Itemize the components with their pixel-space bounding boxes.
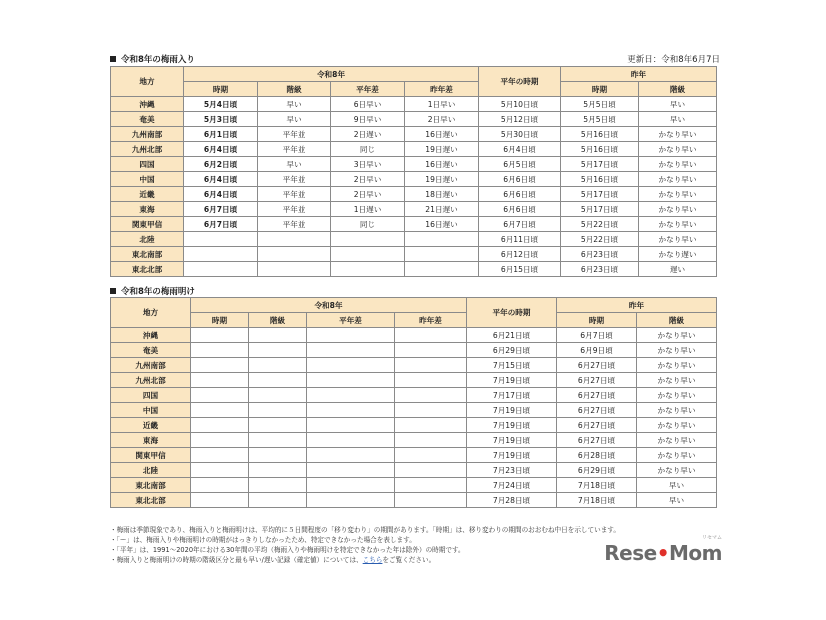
table-cell: かなり早い [639,232,717,247]
table-cell: 早い [639,97,717,112]
period-cell: 5月4日頃 [184,97,258,112]
table-cell: 同じ [331,217,405,232]
table-cell [307,388,395,403]
period-cell: 6月7日頃 [184,202,258,217]
table-cell: 平年並 [258,172,331,187]
table-row [111,388,717,403]
table-cell: 6月5日頃 [479,157,561,172]
table-row [111,187,717,202]
table-row [111,493,717,508]
table-cell [307,433,395,448]
table-cell: 6月28日頃 [557,448,637,463]
table-cell: 7月28日頃 [467,493,557,508]
table-cell: かなり早い [637,418,717,433]
region-cell: 奄美 [111,112,184,127]
table-row [111,478,717,493]
logo-dot-icon: • [656,541,670,565]
period-cell [191,388,249,403]
table-cell [331,247,405,262]
period-cell: 6月1日頃 [184,127,258,142]
table-cell: 2日早い [331,172,405,187]
table-cell: 6月29日頃 [467,343,557,358]
region-cell: 九州北部 [111,142,184,157]
table-cell [395,388,467,403]
table-row [111,202,717,217]
table-row [111,328,717,343]
table-cell [395,448,467,463]
table-cell: 平年並 [258,187,331,202]
table-cell [258,247,331,262]
table-row [111,142,717,157]
table-cell: 7月15日頃 [467,358,557,373]
table-cell [307,448,395,463]
table-cell: 7月19日頃 [467,433,557,448]
table-cell [395,418,467,433]
table-cell [307,328,395,343]
table-cell [331,262,405,277]
table-cell: 早い [258,97,331,112]
table-cell: 早い [637,478,717,493]
table-cell [258,232,331,247]
table-cell [307,373,395,388]
table-cell [258,262,331,277]
table-cell: 7月23日頃 [467,463,557,478]
table-row [111,217,717,232]
table-row [111,97,717,112]
table-cell [395,358,467,373]
table-cell: 同じ [331,142,405,157]
table-cell: 5月17日頃 [561,202,639,217]
table-row [111,403,717,418]
tsuyu-ake-table [110,297,717,508]
table-cell: 1日早い [405,97,479,112]
period-cell: 6月4日頃 [184,172,258,187]
table-cell: 3日早い [331,157,405,172]
header-last-year: 昨年 [561,67,717,82]
table-cell: かなり早い [637,328,717,343]
header-last-year: 昨年 [557,298,717,313]
table-cell [249,373,307,388]
table-cell: 7月18日頃 [557,493,637,508]
table-cell: 5月12日頃 [479,112,561,127]
region-cell: 沖縄 [111,97,184,112]
table-cell: 早い [258,112,331,127]
table-cell: 5月16日頃 [561,127,639,142]
table-cell [395,343,467,358]
table-cell: 7月19日頃 [467,448,557,463]
table-cell: 早い [258,157,331,172]
table-cell [307,343,395,358]
region-cell: 東北南部 [111,478,191,493]
region-cell: 沖縄 [111,328,191,343]
table-cell: 2日早い [331,187,405,202]
region-cell: 関東甲信 [111,448,191,463]
table-cell: 6日早い [331,97,405,112]
header-diff-last: 昨年差 [405,82,479,97]
period-cell [184,247,258,262]
table-cell [307,463,395,478]
period-cell [191,343,249,358]
table-cell: 5月16日頃 [561,142,639,157]
table-row [111,433,717,448]
table-cell: かなり早い [639,202,717,217]
region-cell: 近畿 [111,187,184,202]
table-cell: かなり遅い [639,247,717,262]
period-cell [191,358,249,373]
table-cell [405,262,479,277]
table-cell: かなり早い [637,388,717,403]
period-cell [191,373,249,388]
header-grade: 階級 [258,82,331,97]
table-row [111,232,717,247]
header-avg-period: 平年の時期 [467,298,557,328]
tsuyu-iri-table [110,66,717,277]
header-region: 地方 [111,67,184,97]
region-cell: 東海 [111,433,191,448]
table-cell: かなり早い [637,403,717,418]
table-cell: かなり早い [637,358,717,373]
table-row [111,172,717,187]
region-cell: 四国 [111,157,184,172]
table-cell [249,358,307,373]
resemom-logo: リセマム Rese•Mom [604,535,722,565]
table-cell [249,388,307,403]
table-cell: 6月21日頃 [467,328,557,343]
table-cell: 6月27日頃 [557,373,637,388]
footnotes [110,525,620,565]
table-cell [395,373,467,388]
period-cell [191,403,249,418]
table-cell [395,493,467,508]
note-line: ・梅雨入りと梅雨明けの時期の階級区分と最も早い/遅い記録（確定値）については、こちらをご覧ください。 [110,556,436,564]
table-cell: 1日遅い [331,202,405,217]
table-cell: 19日遅い [405,172,479,187]
table-cell: 5月22日頃 [561,232,639,247]
table-cell [307,493,395,508]
header-year: 令和8年 [191,298,467,313]
period-cell [184,232,258,247]
header-period: 時期 [184,82,258,97]
region-cell: 近畿 [111,418,191,433]
table-cell [395,433,467,448]
table-cell: 5月5日頃 [561,112,639,127]
period-cell [184,262,258,277]
period-cell: 6月4日頃 [184,142,258,157]
period-cell [191,448,249,463]
table-cell [249,418,307,433]
region-cell: 四国 [111,388,191,403]
table-cell: 18日遅い [405,187,479,202]
table-cell: 平年並 [258,142,331,157]
table-cell [405,232,479,247]
note-line: ・「平年」は、1991～2020年における30年間の平均（梅雨入りや梅雨明けを特定できなかった年は除外）の時期です。 [110,546,465,554]
table-cell [249,433,307,448]
period-cell [191,478,249,493]
table-cell: 6月27日頃 [557,433,637,448]
region-cell: 九州南部 [111,127,184,142]
table-cell: 5月16日頃 [561,172,639,187]
table-cell [249,463,307,478]
period-cell [191,418,249,433]
table-cell [249,448,307,463]
table-cell: 7月17日頃 [467,388,557,403]
header-last-grade: 階級 [637,313,717,328]
table-row [111,418,717,433]
table-cell: 6月9日頃 [557,343,637,358]
header-diff-avg: 平年差 [331,82,405,97]
table-cell: 5月17日頃 [561,187,639,202]
table-cell: 6月27日頃 [557,403,637,418]
table-cell: 21日遅い [405,202,479,217]
table-cell: 5月17日頃 [561,157,639,172]
table-cell: 6月27日頃 [557,388,637,403]
header-year: 令和8年 [184,67,479,82]
details-link[interactable]: こちら [362,556,383,564]
header-diff-last: 昨年差 [395,313,467,328]
header-avg-period: 平年の時期 [479,67,561,97]
table-cell: 7月24日頃 [467,478,557,493]
table-cell: かなり早い [639,157,717,172]
table-cell: 5月22日頃 [561,217,639,232]
table-cell [395,328,467,343]
header-last-period: 時期 [557,313,637,328]
note-line: ・梅雨は季節現象であり、梅雨入りと梅雨明けは、平均的に５日間程度の「移り変わり」の期間があります。「時期」は、移り変わりの期間のおおむね中日を示しています。 [110,526,620,534]
table-cell: 19日遅い [405,142,479,157]
table-cell: かなり早い [637,448,717,463]
region-cell: 関東甲信 [111,217,184,232]
table-cell: 早い [639,112,717,127]
square-bullet-icon [110,56,116,62]
table-cell [395,403,467,418]
table-row [111,463,717,478]
table-cell [249,478,307,493]
region-cell: 北陸 [111,232,184,247]
table-cell [331,232,405,247]
table-cell: かなり早い [639,187,717,202]
table-cell: かなり早い [639,217,717,232]
table-cell: 6月7日頃 [557,328,637,343]
table-cell: かなり早い [637,463,717,478]
table-cell [307,418,395,433]
region-cell: 東北北部 [111,493,191,508]
section-title-tsuyu-ake: 令和8年の梅雨明け [110,285,195,297]
region-cell: 中国 [111,403,191,418]
table-cell: 6月6日頃 [479,172,561,187]
table-cell: 16日遅い [405,157,479,172]
region-cell: 北陸 [111,463,191,478]
table-cell [249,343,307,358]
table-cell: かなり早い [637,343,717,358]
table-cell: 7月18日頃 [557,478,637,493]
table-cell: 早い [637,493,717,508]
table-row [111,343,717,358]
period-cell: 6月4日頃 [184,187,258,202]
region-cell: 九州南部 [111,358,191,373]
table-cell: 5月10日頃 [479,97,561,112]
table-cell: 6月29日頃 [557,463,637,478]
region-cell: 中国 [111,172,184,187]
table-cell: 16日遅い [405,127,479,142]
header-last-grade: 階級 [639,82,717,97]
period-cell: 6月2日頃 [184,157,258,172]
table-cell: 遅い [639,262,717,277]
table-row [111,373,717,388]
table-row [111,127,717,142]
table-cell: 6月15日頃 [479,262,561,277]
header-last-period: 時期 [561,82,639,97]
table-cell: 2日早い [405,112,479,127]
table-cell: 16日遅い [405,217,479,232]
table-row [111,358,717,373]
table-cell: 2日遅い [331,127,405,142]
table-row [111,157,717,172]
table-cell [307,358,395,373]
region-cell: 東北北部 [111,262,184,277]
logo-subtitle: リセマム [702,535,722,541]
table-cell [307,478,395,493]
table-cell: 9日早い [331,112,405,127]
section-title-tsuyu-iri: 令和8年の梅雨入り [110,53,195,65]
period-cell [191,493,249,508]
table-row [111,247,717,262]
period-cell: 5月3日頃 [184,112,258,127]
table-cell: 6月4日頃 [479,142,561,157]
table-cell: 6月23日頃 [561,247,639,262]
table-cell: かなり早い [637,433,717,448]
table-cell: 7月19日頃 [467,418,557,433]
table-cell: 平年並 [258,217,331,232]
table-cell: 6月27日頃 [557,418,637,433]
period-cell [191,463,249,478]
table-cell: 平年並 [258,202,331,217]
table-cell: 6月23日頃 [561,262,639,277]
region-cell: 奄美 [111,343,191,358]
table-cell [249,493,307,508]
table-cell [395,463,467,478]
table-cell [249,328,307,343]
table-cell: 5月5日頃 [561,97,639,112]
table-row [111,262,717,277]
table-cell [405,247,479,262]
table-cell: かなり早い [639,127,717,142]
table-row [111,448,717,463]
period-cell: 6月7日頃 [184,217,258,232]
table-cell: 6月12日頃 [479,247,561,262]
table-cell: 5月30日頃 [479,127,561,142]
region-cell: 東北南部 [111,247,184,262]
region-cell: 九州北部 [111,373,191,388]
period-cell [191,433,249,448]
updated-date: 更新日：令和8年6月7日 [627,55,720,65]
region-cell: 東海 [111,202,184,217]
table-cell: 6月6日頃 [479,187,561,202]
period-cell [191,328,249,343]
table-cell: かなり早い [639,172,717,187]
table-cell: 6月11日頃 [479,232,561,247]
table-cell [395,478,467,493]
table-cell: 6月27日頃 [557,358,637,373]
table-cell: 平年並 [258,127,331,142]
header-grade: 階級 [249,313,307,328]
header-region: 地方 [111,298,191,328]
table-cell: かなり早い [639,142,717,157]
note-line: ・「ー」は、梅雨入りや梅雨明けの時期がはっきりしなかったため、特定できなかった場合を表します。 [110,536,416,544]
table-row [111,112,717,127]
header-diff-avg: 平年差 [307,313,395,328]
table-cell: かなり早い [637,373,717,388]
table-cell: 7月19日頃 [467,403,557,418]
table-cell: 6月7日頃 [479,217,561,232]
table-cell [307,403,395,418]
table-cell: 7月19日頃 [467,373,557,388]
table-cell: 6月6日頃 [479,202,561,217]
square-bullet-icon [110,288,116,294]
header-period: 時期 [191,313,249,328]
table-cell [249,403,307,418]
